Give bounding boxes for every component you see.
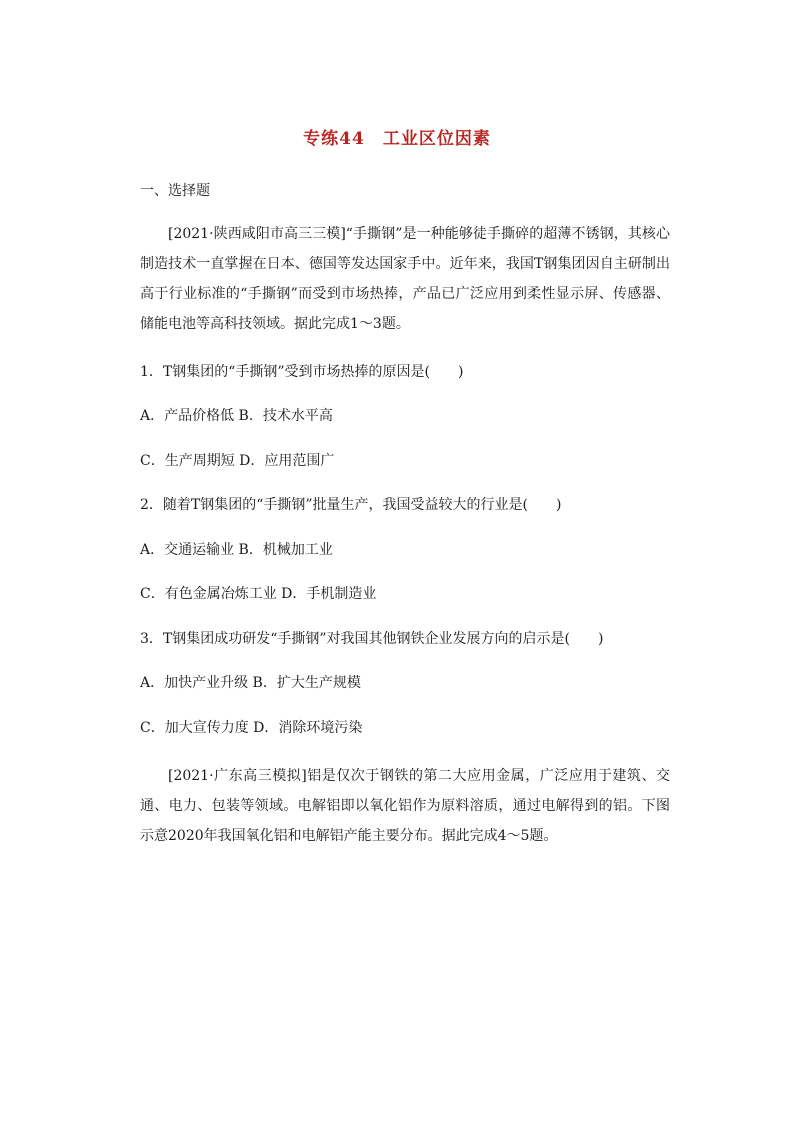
passage-intro-1: [2021·陕西咸阳市高三三模]“手撕钢”是一种能够徒手撕碎的超薄不锈钢，其核心制造技术一直掌握在日本、德国等发达国家手中。近年来，我国T钢集团因自主研制出高于行业标准的“手撕钢”而受到市场热捧，产品已广泛应用到柔性显示屏、传感器、储能电池等高科技领域。据此完成1～3题。 xyxy=(140,226,670,332)
section-heading: 一、选择题 xyxy=(140,183,210,199)
question-2-options-cd: C．有色金属冶炼工业 D．手机制造业 xyxy=(140,586,377,602)
question-3-stem: 3．T钢集团成功研发“手撕钢”对我国其他钢铁企业发展方向的启示是( ) xyxy=(140,631,604,647)
question-2-options-ab: A．交通运输业 B．机械加工业 xyxy=(140,542,333,558)
question-2-stem: 2．随着T钢集团的“手撕钢”批量生产，我国受益较大的行业是( ) xyxy=(140,497,562,513)
page-title: 专练44 工业区位因素 xyxy=(303,129,491,149)
passage-intro-2: [2021·广东高三模拟]铝是仅次于钢铁的第二大应用金属，广泛应用于建筑、交通、电力、包装等领域。电解铝即以氧化铝作为原料溶质，通过电解得到的铝。下图示意2020年我国氧化铝和电解铝产能主要分布。据此完成4～5题。 xyxy=(140,768,670,844)
question-1-options-cd: C．生产周期短 D．应用范围广 xyxy=(140,453,335,469)
question-3-options-cd: C．加大宣传力度 D．消除环境污染 xyxy=(140,720,363,736)
question-1-stem: 1．T钢集团的“手撕钢”受到市场热捧的原因是( ) xyxy=(140,364,464,380)
question-3-options-ab: A．加快产业升级 B．扩大生产规模 xyxy=(140,675,361,691)
question-1-options-ab: A．产品价格低 B．技术水平高 xyxy=(140,408,333,424)
